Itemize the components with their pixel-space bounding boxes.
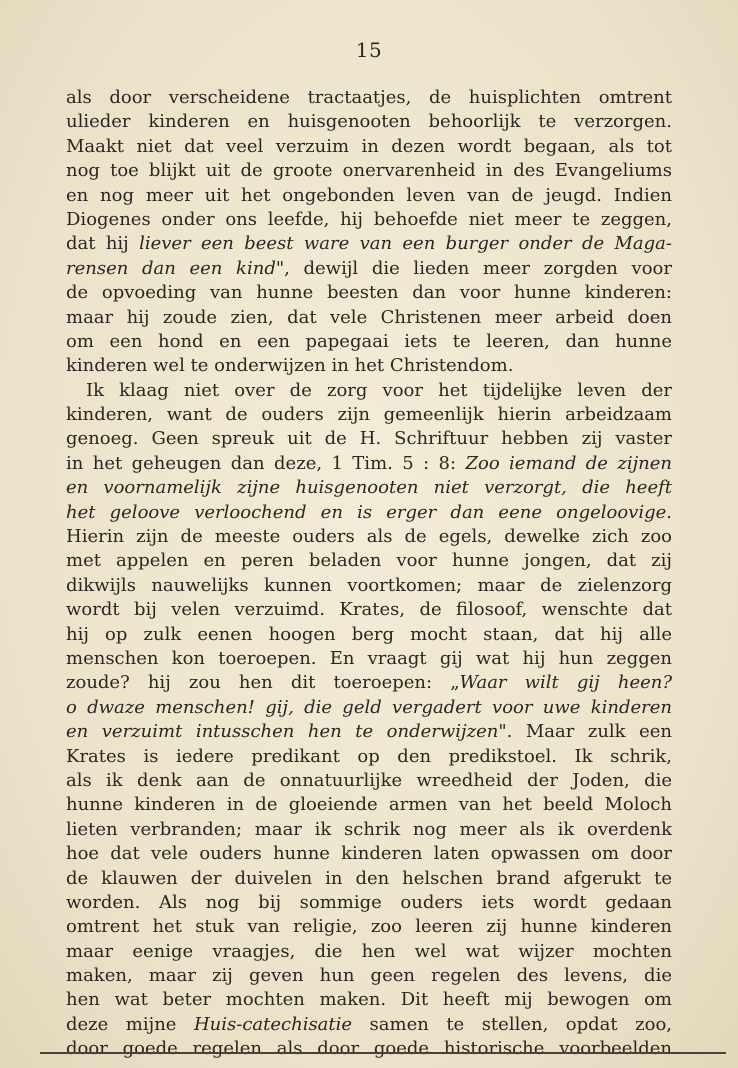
text-run: hij op zulk eenen hoogen berg mocht staan, dat hij alle (66, 623, 672, 645)
page-number: 15 (355, 38, 383, 62)
text-line (66, 1013, 672, 1037)
text-line (66, 891, 672, 915)
text-run: ". Maar zulk een (498, 721, 672, 743)
text-run: Ik klaag niet over de zorg voor het tijdelijke leven der (86, 379, 672, 401)
text-run: ulieder kinderen en huisgenooten behoorlijk te verzorgen. (66, 111, 672, 133)
text-line (66, 354, 672, 378)
text-line (66, 915, 672, 939)
text-line (66, 574, 672, 598)
text-run: omtrent het stuk van religie, zoo leeren zij hunne kinderen (66, 916, 672, 938)
text-line (66, 232, 672, 256)
text-run: in het geheugen dan deze, 1 Tim. 5 : 8: (66, 452, 466, 474)
text-run: maken, maar zij geven hun geen regelen des levens, die (66, 965, 672, 987)
italic-run: o dwaze menschen! gij, die geld vergadert voor uwe kinderen (66, 696, 672, 718)
text-line (66, 159, 672, 183)
text-line (66, 647, 672, 671)
italic-run: en voornamelijk zijne huisgenooten niet verzorgt, die heeft (66, 477, 672, 499)
text-line (66, 427, 672, 451)
text-line (66, 745, 672, 769)
text-run: met appelen en peren beladen voor hunne jongen, dat zij (66, 550, 672, 572)
text-run: worden. Als nog bij sommige ouders iets wordt gedaan (66, 891, 672, 913)
text-line (66, 306, 672, 330)
text-run: samen te stellen, opdat zoo, (352, 1013, 672, 1035)
text-line (66, 964, 672, 988)
text-run: hen wat beter mochten maken. Dit heeft mij bewogen om (66, 989, 672, 1011)
text-run: wordt bij velen verzuimd. Krates, de filosoof, wenschte dat (66, 599, 672, 621)
text-run: kinderen wel te onderwijzen in het Christendom. (66, 355, 514, 377)
text-run: dikwijls nauwelijks kunnen voortkomen; maar de zielenzorg (66, 574, 672, 596)
text-run: Krates is iedere predikant op den predikstoel. Ik schrik, (66, 745, 672, 767)
text-line (66, 525, 672, 549)
text-line (66, 818, 672, 842)
italic-run: het geloove verloochend en is erger dan eene ongeloovige. (66, 501, 672, 523)
text-line (66, 720, 672, 744)
text-run: lieten verbranden; maar ik schrik nog meer als ik overdenk (66, 818, 672, 840)
text-line (66, 940, 672, 964)
body-text (66, 86, 672, 1062)
text-line (66, 476, 672, 500)
text-run: als ik denk aan de onnatuurlijke wreedheid der Joden, die (66, 769, 672, 791)
text-line (66, 598, 672, 622)
text-run: Maakt niet dat veel verzuim in dezen wordt begaan, als tot (66, 135, 672, 157)
italic-run: Zoo iemand de zijnen (465, 452, 672, 474)
italic-run: en verzuimt intusschen hen te onderwijzen (66, 721, 499, 743)
text-line (66, 452, 672, 476)
italic-run: Waar wilt gij heen? (459, 672, 672, 694)
italic-run: liever een beest ware van een burger onder de Maga- (139, 233, 672, 255)
text-line (66, 769, 672, 793)
text-run: als door verscheidene tractaatjes, de huisplichten omtrent (66, 87, 672, 108)
text-run: door goede regelen als door goede historische voorbeelden (66, 1038, 672, 1060)
text-run: de opvoeding van hunne beesten dan voor hunne kinderen: (66, 282, 672, 304)
text-line (66, 623, 672, 647)
text-line (66, 842, 672, 866)
text-line (66, 330, 672, 354)
text-line (66, 257, 672, 281)
text-line (66, 281, 672, 305)
text-line (66, 793, 672, 817)
text-run: Diogenes onder ons leefde, hij behoefde niet meer te zeggen, (66, 208, 672, 230)
text-line (66, 549, 672, 573)
text-line (66, 403, 672, 427)
text-line (66, 1037, 672, 1061)
text-line (66, 988, 672, 1012)
text-line (66, 501, 672, 525)
text-run: menschen kon toeroepen. En vraagt gij wat hij hun zeggen (66, 647, 672, 669)
text-line (66, 184, 672, 208)
text-line (66, 671, 672, 695)
italic-run: Huis-catechisatie (193, 1013, 353, 1035)
text-run: hoe dat vele ouders hunne kinderen laten opwassen om door (66, 843, 672, 865)
text-line (66, 135, 672, 159)
text-run: de klauwen der duivelen in den helschen brand afgerukt te (66, 867, 672, 889)
text-run: maar eenige vraagjes, die hen wel wat wijzer mochten (66, 940, 672, 962)
italic-run: rensen dan een kind (66, 257, 276, 279)
text-run: hunne kinderen in de gloeiende armen van het beeld Moloch (66, 794, 672, 816)
text-run: dat hij (66, 233, 140, 255)
text-run: genoeg. Geen spreuk uit de H. Schriftuur hebben zij vaster (66, 428, 672, 450)
text-run: deze mijne (66, 1013, 194, 1035)
text-run: zoude? hij zou hen dit toeroepen: „ (66, 672, 460, 694)
text-line (66, 696, 672, 720)
text-run: om een hond en een papegaai iets te leeren, dan hunne (66, 330, 672, 352)
text-run: en nog meer uit het ongebonden leven van de jeugd. Indien (66, 184, 672, 206)
text-line (66, 379, 672, 403)
text-run: Hierin zijn de meeste ouders als de egels, dewelke zich zoo (66, 526, 672, 548)
text-line (66, 208, 672, 232)
bottom-rule (40, 1052, 726, 1054)
text-run: kinderen, want de ouders zijn gemeenlijk hierin arbeidzaam (66, 404, 672, 426)
text-run: ", dewijl die lieden meer zorgden voor (275, 257, 672, 279)
text-line (66, 867, 672, 891)
text-line (66, 86, 672, 110)
text-line (66, 110, 672, 134)
text-run: nog toe blijkt uit de groote onervarenheid in des Evangeliums (66, 160, 672, 182)
text-run: maar hij zoude zien, dat vele Christenen meer arbeid doen (66, 306, 672, 328)
